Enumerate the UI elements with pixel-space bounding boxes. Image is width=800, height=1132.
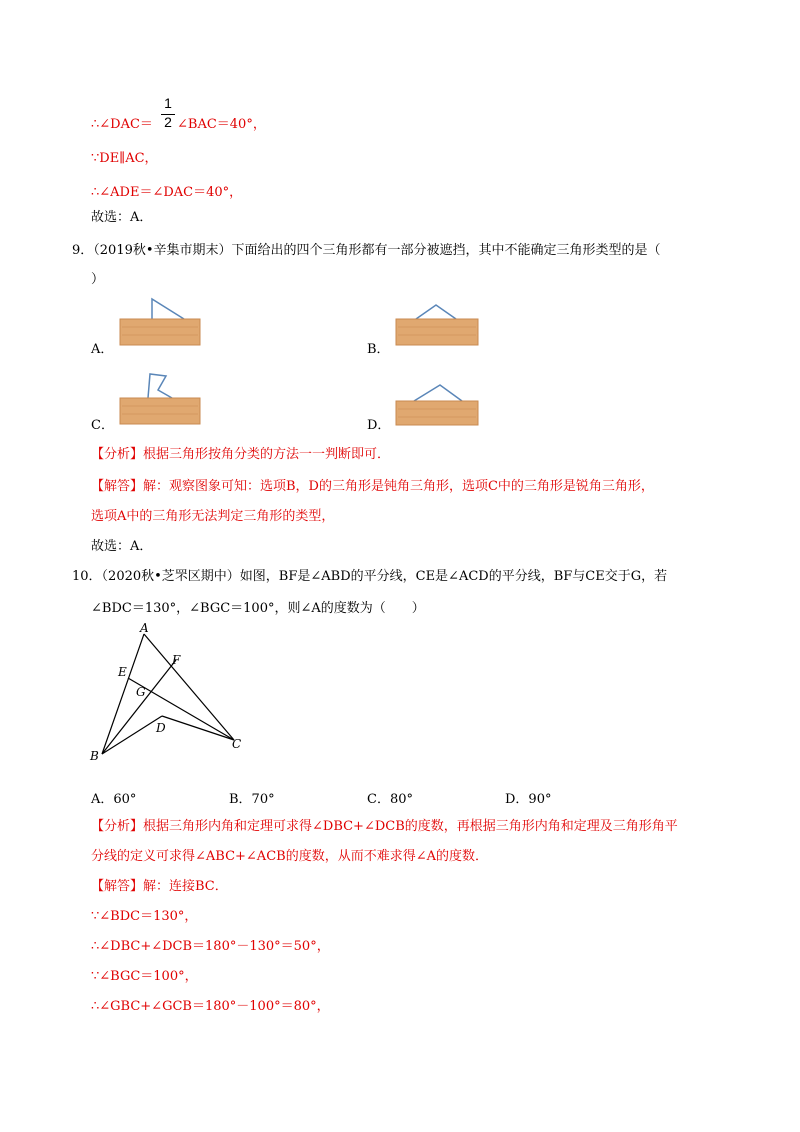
q10-step-1: ∵∠BDC＝130°， — [91, 909, 198, 924]
q9-option-a: A． — [91, 342, 114, 357]
label-e: E — [118, 665, 127, 679]
q10-analysis-line2: 分线的定义可求得∠ABC+∠ACB的度数，从而不难求得∠A的度数． — [91, 849, 488, 864]
q10-step-4: ∴∠GBC+∠GCB＝180°－100°＝80°， — [91, 999, 330, 1014]
label-c: C — [232, 737, 242, 751]
q9-answer-line1: 【解答】解：观察图象可知：选项B，D的三角形是钝角三角形，选项C中的三角形是锐角三角形， — [91, 479, 654, 494]
q9-option-d: D． — [367, 418, 391, 433]
q10-option-b: B．70° — [229, 792, 275, 807]
q10-stem-line1: 10．（2020秋•芝罘区期中）如图，BF是∠ABD的平分线，CE是∠ACD的平分线，BF与CE交于G，若 — [72, 569, 668, 584]
q9-figure-b — [394, 297, 480, 347]
q10-stem-line2: ∠BDC＝130°，∠BGC＝100°，则∠A的度数为（ ） — [91, 601, 425, 616]
solution-line-2: ∵DE∥AC， — [91, 151, 158, 166]
fraction-denominator: 2 — [164, 114, 172, 130]
label-d: D — [156, 721, 166, 735]
q9-figure-c — [118, 370, 202, 426]
q9-option-b: B． — [367, 342, 390, 357]
q10-step-3: ∵∠BGC＝100°， — [91, 969, 198, 984]
solution-line-1a: ∴∠DAC＝ — [91, 117, 153, 132]
q10-option-a: A．60° — [91, 792, 137, 807]
q10-triangle-figure — [88, 620, 258, 760]
q10-step-2: ∴∠DBC+∠DCB＝180°－130°＝50°， — [91, 939, 330, 954]
q9-figure-a — [118, 297, 202, 347]
q10-analysis-line1: 【分析】根据三角形内角和定理可求得∠DBC+∠DCB的度数，再根据三角形内角和定理及三角形角平 — [91, 819, 678, 834]
label-g: G — [136, 685, 146, 699]
fraction-numerator: 1 — [164, 95, 172, 111]
q9-choice: 故选：A． — [91, 539, 153, 554]
q9-analysis: 【分析】根据三角形按角分类的方法一一判断即可． — [91, 447, 391, 462]
q9-option-c: C． — [91, 418, 114, 433]
q10-option-d: D．90° — [505, 792, 552, 807]
solution-line-3: ∴∠ADE＝∠DAC＝40°， — [91, 185, 243, 200]
q9-stem-line1: 9．（2019秋•辛集市期末）下面给出的四个三角形都有一部分被遮挡，其中不能确定三角形类型的是（ — [72, 243, 661, 258]
label-f: F — [172, 653, 181, 667]
q10-option-c: C．80° — [367, 792, 413, 807]
q10-answer-head: 【解答】解：连接BC． — [91, 879, 228, 894]
q9-answer-line2: 选项A中的三角形无法判定三角形的类型， — [91, 509, 335, 524]
solution-choice: 故选：A． — [91, 210, 153, 225]
q9-figure-d — [394, 375, 480, 427]
solution-line-1b: ∠BAC＝40°， — [177, 117, 266, 132]
label-b: B — [90, 749, 99, 760]
label-a: A — [140, 621, 149, 635]
q9-stem-line2: ） — [91, 272, 105, 287]
